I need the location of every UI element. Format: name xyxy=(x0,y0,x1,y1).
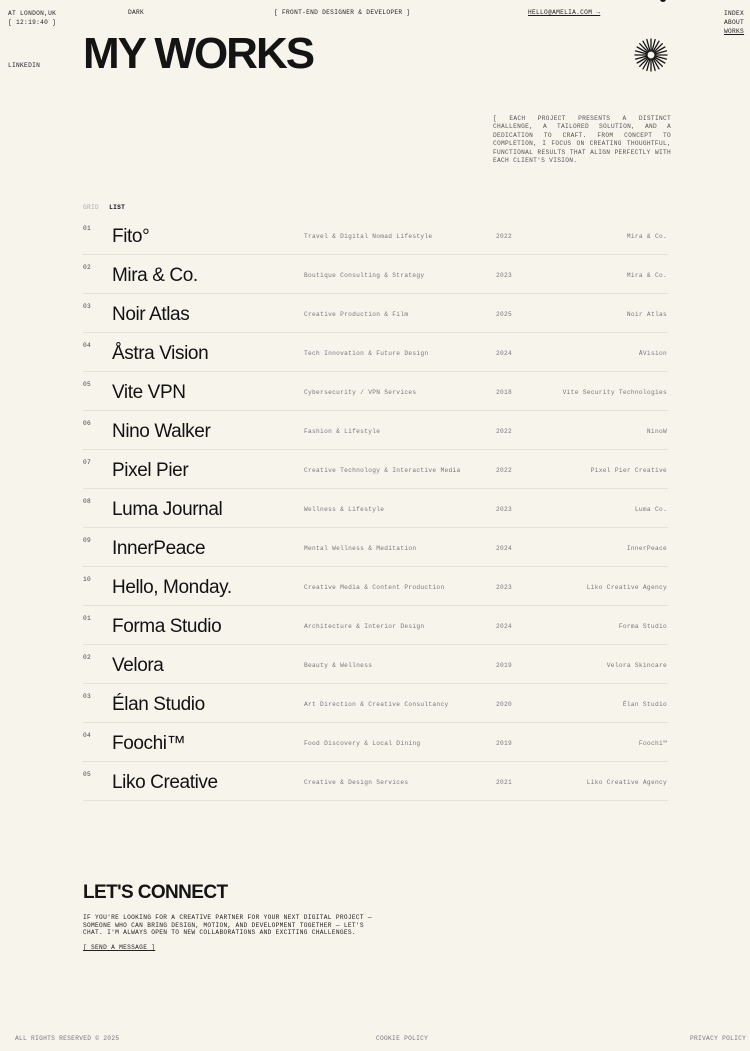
project-year: 2018 xyxy=(496,389,513,396)
project-number: 03 xyxy=(83,693,92,700)
project-row[interactable] xyxy=(83,216,668,255)
project-year: 2019 xyxy=(496,740,513,747)
main-nav xyxy=(724,9,744,36)
project-name: Hello, Monday. xyxy=(112,577,232,598)
project-client: Velora Skincare xyxy=(606,662,667,669)
project-name: Mira & Co. xyxy=(112,265,198,286)
project-client: Liko Creative Agency xyxy=(586,779,667,786)
project-year: 2024 xyxy=(496,545,513,552)
project-category: Mental Wellness & Meditation xyxy=(304,545,417,552)
project-number: 02 xyxy=(83,264,92,271)
send-message-button[interactable]: [ SEND A MESSAGE ] xyxy=(83,944,156,951)
project-year: 2022 xyxy=(496,428,513,435)
project-number: 10 xyxy=(83,576,92,583)
location-block xyxy=(8,9,56,27)
theme-toggle[interactable]: DARK xyxy=(128,9,145,16)
project-row[interactable] xyxy=(83,606,668,645)
project-year: 2022 xyxy=(496,467,513,474)
project-name: Åstra Vision xyxy=(112,343,209,364)
project-name: Velora xyxy=(112,655,164,676)
project-year: 2019 xyxy=(496,662,513,669)
project-client: Luma Co. xyxy=(634,506,667,513)
project-name: Fito° xyxy=(112,226,150,247)
cursor-dot-icon xyxy=(660,0,666,2)
project-category: Creative Technology & Interactive Media xyxy=(304,467,461,474)
project-row[interactable] xyxy=(83,333,668,372)
project-client: Pixel Pier Creative xyxy=(590,467,667,474)
project-number: 04 xyxy=(83,732,92,739)
project-client: Vite Security Technologies xyxy=(562,389,667,396)
project-row[interactable] xyxy=(83,645,668,684)
project-row[interactable] xyxy=(83,528,668,567)
page-title: MY WORKS xyxy=(83,29,314,78)
privacy-policy-link[interactable]: PRIVACY POLICY xyxy=(690,1035,747,1042)
project-category: Food Discovery & Local Dining xyxy=(304,740,421,747)
project-client: Élan Studio xyxy=(622,701,667,708)
project-list xyxy=(83,216,668,801)
project-category: Tech Innovation & Future Design xyxy=(304,350,429,357)
project-name: Nino Walker xyxy=(112,421,211,442)
connect-text: IF YOU'RE LOOKING FOR A CREATIVE PARTNER FOR YOUR NEXT DIGITAL PROJECT — SOMEONE WHO CAN BRING DESIGN, MOTION, AND DEVELOPMENT TOGETHER — LET'S CHAT. I'M ALWAYS OPEN TO NEW COLLABORATIONS AND EXCITING CHALLENGES. xyxy=(83,914,372,937)
project-number: 02 xyxy=(83,654,92,661)
project-client: Forma Studio xyxy=(618,623,667,630)
project-row[interactable] xyxy=(83,567,668,606)
project-category: Creative Media & Content Production xyxy=(304,584,445,591)
copyright: ALL RIGHTS RESERVED © 2025 xyxy=(15,1035,120,1042)
project-number: 04 xyxy=(83,342,92,349)
project-client: Foochi™ xyxy=(638,740,667,747)
project-year: 2023 xyxy=(496,506,513,513)
project-category: Boutique Consulting & Strategy xyxy=(304,272,425,279)
project-category: Architecture & Interior Design xyxy=(304,623,425,630)
project-number: 05 xyxy=(83,381,92,388)
project-number: 09 xyxy=(83,537,92,544)
project-number: 01 xyxy=(83,225,92,232)
project-name: Élan Studio xyxy=(112,694,205,715)
project-category: Travel & Digital Nomad Lifestyle xyxy=(304,233,433,240)
project-row[interactable] xyxy=(83,411,668,450)
project-client: Liko Creative Agency xyxy=(586,584,667,591)
view-toggle xyxy=(83,204,125,211)
project-year: 2023 xyxy=(496,584,513,591)
project-client: ÅVision xyxy=(638,350,667,357)
project-number: 08 xyxy=(83,498,92,505)
project-name: Liko Creative xyxy=(112,772,218,793)
project-name: Forma Studio xyxy=(112,616,222,637)
project-row[interactable] xyxy=(83,684,668,723)
project-row[interactable] xyxy=(83,489,668,528)
project-category: Beauty & Wellness xyxy=(304,662,373,669)
intro-text: [ EACH PROJECT PRESENTS A DISTINCT CHALLENGE, A TAILORED SOLUTION, AND A DEDICATION TO CRAFT. FROM CONCEPT TO COMPLETION, I FOCUS ON CREATING THOUGHTFUL, FUNCTIONAL RESULTS THAT ALIGN PERFECTLY WITH EACH CLIENT'S VISION. xyxy=(493,115,671,165)
project-category: Cybersecurity / VPN Services xyxy=(304,389,417,396)
project-number: 03 xyxy=(83,303,92,310)
project-year: 2022 xyxy=(496,233,513,240)
project-client: Mira & Co. xyxy=(626,272,667,279)
project-row[interactable] xyxy=(83,294,668,333)
nav-works[interactable]: WORKS xyxy=(724,28,745,35)
clock: [ 12:19:40 ] xyxy=(8,19,57,26)
project-name: Noir Atlas xyxy=(112,304,190,325)
project-client: InnerPeace xyxy=(626,545,667,552)
nav-about[interactable]: ABOUT xyxy=(724,19,745,26)
project-year: 2021 xyxy=(496,779,513,786)
project-row[interactable] xyxy=(83,762,668,801)
project-row[interactable] xyxy=(83,255,668,294)
project-year: 2023 xyxy=(496,272,513,279)
email-link[interactable]: HELLO@AMELIA.COM → xyxy=(528,9,601,16)
project-name: Foochi™ xyxy=(112,733,186,754)
connect-title: LET'S CONNECT xyxy=(83,882,228,903)
linkedin-link[interactable]: LINKEDIN xyxy=(8,62,41,69)
project-number: 01 xyxy=(83,615,92,622)
tagline: [ FRONT-END DESIGNER & DEVELOPER ] xyxy=(274,9,411,16)
project-row[interactable] xyxy=(83,372,668,411)
project-year: 2024 xyxy=(496,623,513,630)
project-client: Mira & Co. xyxy=(626,233,667,240)
project-year: 2025 xyxy=(496,311,513,318)
project-year: 2024 xyxy=(496,350,513,357)
project-category: Fashion & Lifestyle xyxy=(304,428,381,435)
project-name: InnerPeace xyxy=(112,538,206,559)
project-category: Creative & Design Services xyxy=(304,779,409,786)
project-client: Noir Atlas xyxy=(626,311,667,318)
nav-index[interactable]: INDEX xyxy=(724,10,745,17)
project-client: NinoW xyxy=(646,428,667,435)
view-list-option[interactable]: LIST xyxy=(109,204,126,211)
project-number: 07 xyxy=(83,459,92,466)
project-name: Luma Journal xyxy=(112,499,223,520)
view-grid-option[interactable]: GRID xyxy=(83,204,100,211)
project-row[interactable] xyxy=(83,723,668,762)
project-year: 2020 xyxy=(496,701,513,708)
starburst-icon xyxy=(634,38,668,72)
project-number: 06 xyxy=(83,420,92,427)
project-category: Wellness & Lifestyle xyxy=(304,506,385,513)
cookie-policy-link[interactable]: COOKIE POLICY xyxy=(376,1035,429,1042)
project-category: Art Direction & Creative Consultancy xyxy=(304,701,449,708)
project-name: Vite VPN xyxy=(112,382,186,403)
project-number: 05 xyxy=(83,771,92,778)
project-category: Creative Production & Film xyxy=(304,311,409,318)
project-row[interactable] xyxy=(83,450,668,489)
location-label: AT LONDON,UK xyxy=(8,10,57,17)
project-name: Pixel Pier xyxy=(112,460,189,481)
